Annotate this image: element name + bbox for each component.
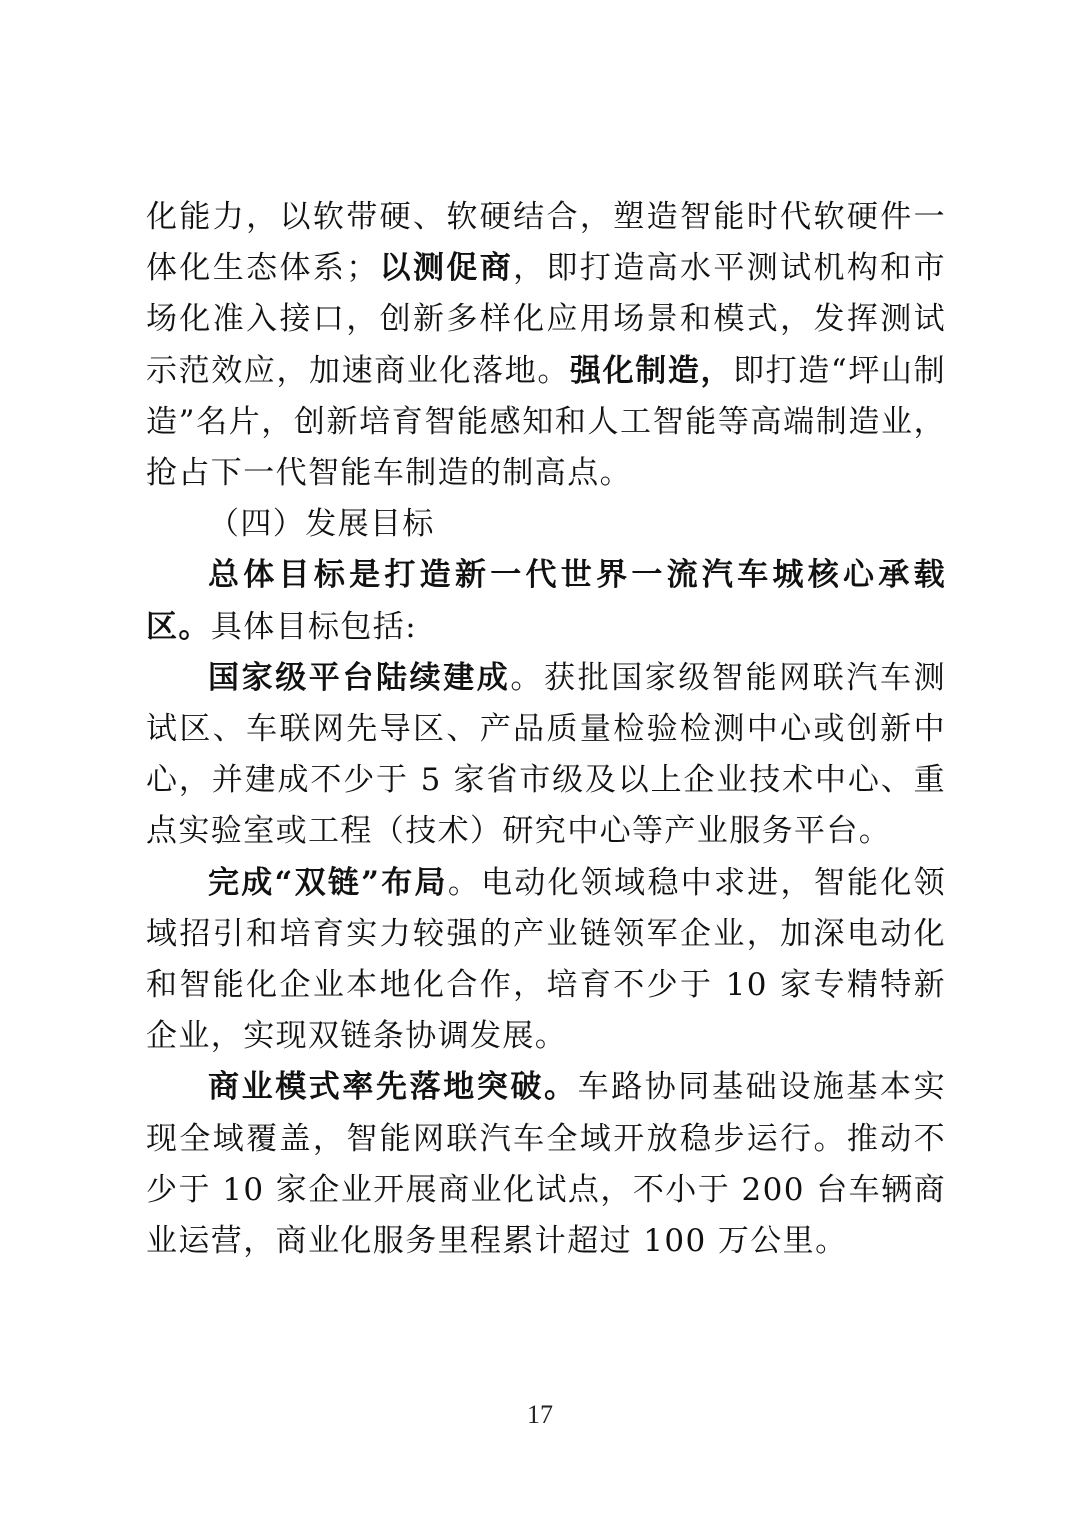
text-run: 车路协同基础设施基本实现全域覆盖，智能网联汽车全域开放稳步运行。推动不少于 10 家企业开展商业化试点，不小于 200 台车辆商业运营，商业化服务里程累计超过 100 万公里。 <box>146 1069 946 1260</box>
bold-text: 商业模式率先落地突破。 <box>208 1069 578 1106</box>
bold-text: 完成“双链”布局 <box>208 864 448 901</box>
paragraph <box>146 1062 946 1267</box>
body-text <box>146 192 946 1267</box>
text-run: 。电动化领域稳中求进，智能化领域招引和培育实力较强的产业链领军企业，加深电动化和智能化企业本地化合作，培育不少于 10 家专精特新企业，实现双链条协调发展。 <box>146 864 946 1055</box>
paragraph <box>146 550 946 652</box>
text-run: 即打造“坪山制造”名片，创新培育智能感知和人工智能等高端制造业，抢占下一代智能车制造的制高点。 <box>146 352 946 492</box>
text-run: 具体目标包括: <box>210 608 418 645</box>
text-run: 化能力，以软带硬、软硬结合，塑造智能时代软硬件一体化生态体系； <box>146 199 946 287</box>
page-number: 17 <box>527 1400 553 1429</box>
bold-text: 强化制造， <box>569 352 734 389</box>
text-run: （四）发展目标 <box>208 506 435 543</box>
paragraph <box>146 858 946 1063</box>
bold-text: 国家级平台陆续建成 <box>208 659 511 696</box>
paragraph <box>146 653 946 858</box>
paragraph <box>146 192 946 499</box>
bold-text: 总体目标是打造新一代世界一流汽车城核心承载区。 <box>146 557 946 645</box>
bold-text: 以测促商 <box>378 250 514 287</box>
text-run: 。获批国家级智能网联汽车测试区、车联网先导区、产品质量检验检测中心或创新中心，并建成不少于 5 家省市级及以上企业技术中心、重点实验室或工程（技术）研究中心等产业服务平台。 <box>146 659 946 850</box>
text-run: ，即打造高水平测试机构和市场化准入接口，创新多样化应用场景和模式，发挥测试示范效应，加速商业化落地。 <box>146 250 946 389</box>
paragraph <box>146 499 946 550</box>
